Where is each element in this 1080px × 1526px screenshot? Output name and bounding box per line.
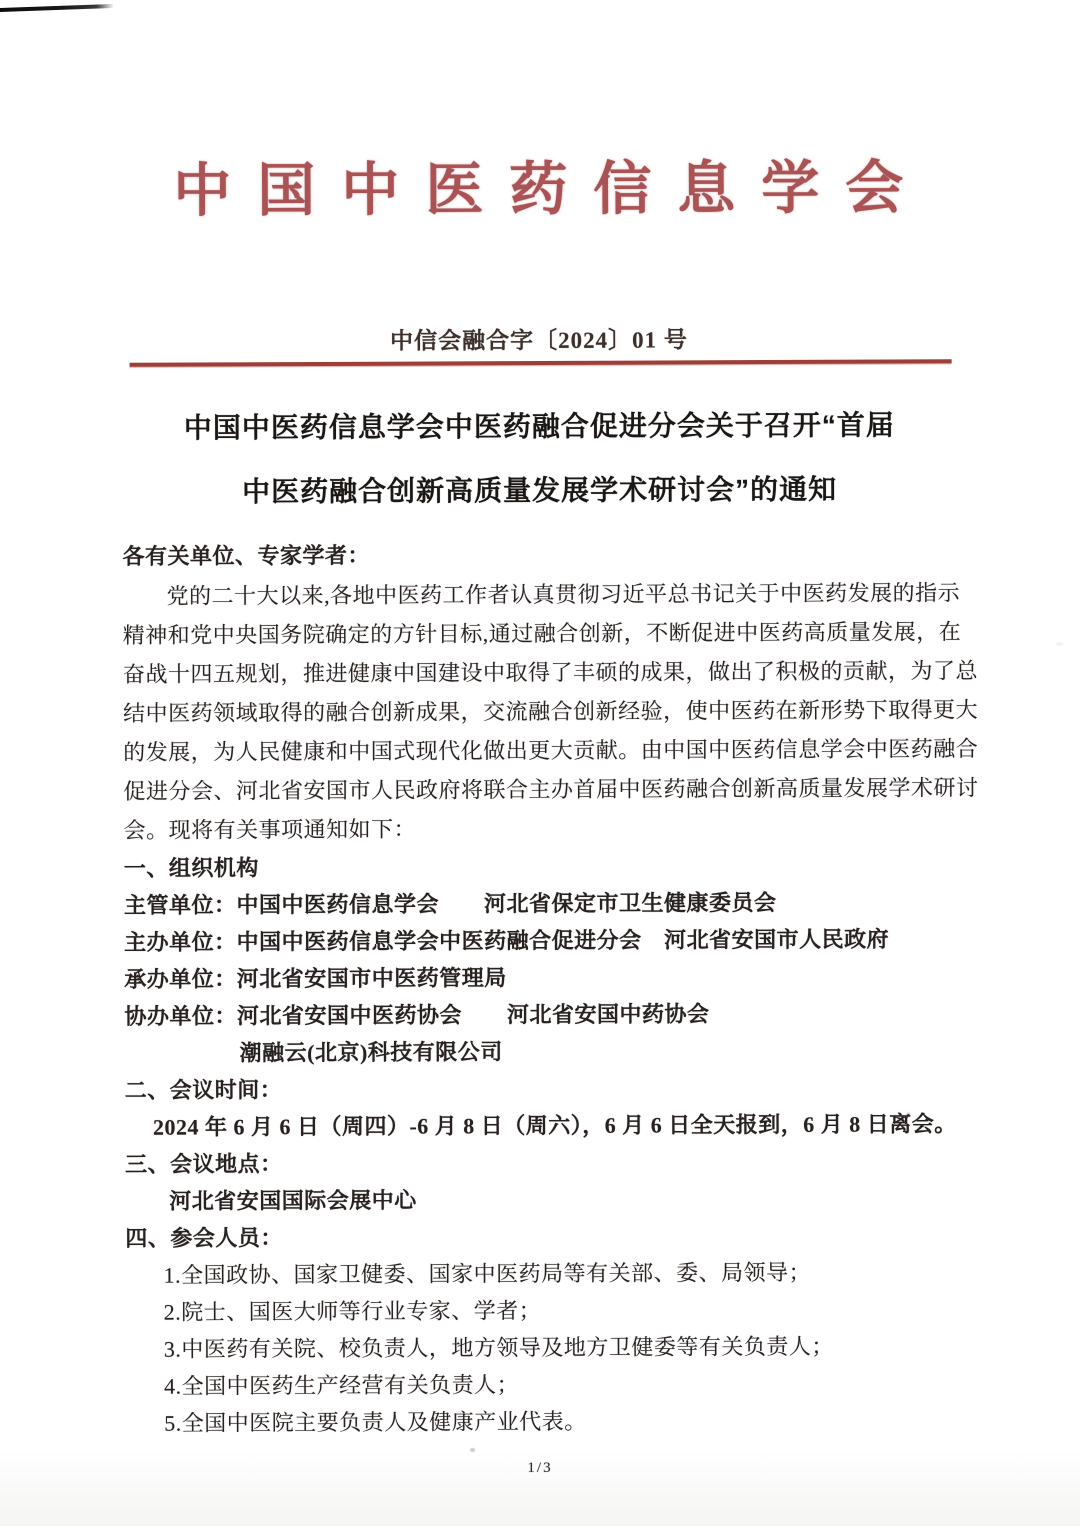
attendee-item: 2.院士、国医大师等行业专家、学者； — [163, 1298, 542, 1325]
section-meeting-time-heading: 二、会议时间： — [124, 1077, 283, 1103]
org-line-organizer: 承办单位：河北省安国市中医药管理局 — [124, 965, 507, 992]
intro-paragraph-line: 党的二十大以来,各地中医药工作者认真贯彻习近平总书记关于中医药发展的指示 — [166, 580, 961, 609]
intro-paragraph-line: 结中医药领域取得的融合创新成果，交流融合创新经验，使中医药在新形势下取得更大 — [123, 697, 979, 726]
attendee-item: 3.中医药有关院、校负责人，地方领导及地方卫健委等有关负责人； — [163, 1333, 834, 1362]
attendee-item: 5.全国中医院主要负责人及健康产业代表。 — [164, 1408, 587, 1436]
intro-paragraph — [122, 573, 979, 850]
scan-speck — [470, 1448, 475, 1452]
attendee-item: 1.全国政协、国家卫健委、国家中医药局等有关部、委、局领导； — [163, 1259, 812, 1288]
scan-speck — [1056, 642, 1063, 646]
section-attendees — [125, 1216, 961, 1442]
section-organization — [124, 846, 960, 1072]
section-organization-heading: 一、组织机构 — [123, 855, 259, 881]
notice-title-line-1: 中国中医药信息学会中医药融合促进分会关于召开“首届 — [183, 409, 895, 444]
org-line-supervisor: 主管单位：中国中医药信息学会 河北省保定市卫生健康委员会 — [123, 889, 777, 918]
org-line-co-organizer: 协办单位：河北省安国中医药协会 河北省安国中药协会 — [124, 1001, 710, 1029]
intro-paragraph-line: 促进分会、河北省安国市人民政府将联合主办首届中医药融合创新高质量发展学术研讨 — [123, 775, 979, 804]
org-line-host: 主办单位：中国中医药信息学会中医药融合促进分会 河北省安国市人民政府 — [124, 926, 890, 955]
notice-title — [122, 393, 958, 525]
section-meeting-time — [125, 1068, 960, 1146]
intro-paragraph-line: 会。现将有关事项通知如下： — [123, 816, 417, 843]
meeting-date-detail: 2024 年 6 月 6 日（周四）-6 月 8 日（周六），6 月 6 日全天报到，6 月 8 日离会。 — [152, 1111, 957, 1140]
intro-paragraph-line: 奋战十四五规划，推进健康中国建设中取得了丰硕的成果，做出了积极的贡献，为了总 — [122, 658, 979, 687]
scan-speck — [906, 1112, 911, 1117]
attendee-item: 4.全国中医药生产经营有关负责人； — [163, 1372, 520, 1399]
letterhead-org-name: 中国中医药信息学会 — [173, 155, 930, 224]
section-attendees-heading: 四、参会人员： — [125, 1225, 283, 1251]
org-line-co-organizer-continued: 潮融云(北京)科技有限公司 — [239, 1039, 503, 1066]
document-reference-number: 中信会融合字〔2024〕01 号 — [390, 327, 688, 354]
salutation: 各有关单位、专家学者： — [122, 542, 370, 569]
letterhead-rule-divider — [130, 359, 952, 367]
notice-title-line-2: 中医药融合创新高质量发展学术研讨会”的通知 — [242, 473, 838, 508]
intro-paragraph-line: 精神和党中央国务院确定的方针目标,通过融合创新，不断促进中医药高质量发展，在 — [122, 619, 962, 648]
meeting-venue-detail: 河北省安国国际会展中心 — [169, 1187, 417, 1214]
section-meeting-venue-heading: 三、会议地点： — [125, 1151, 283, 1177]
intro-paragraph-line: 的发展，为人民健康和中国式现代化做出更大贡献。由中国中医药信息学会中医药融合 — [123, 736, 979, 765]
page-number: 1/3 — [527, 1460, 553, 1476]
section-meeting-venue — [125, 1142, 960, 1220]
